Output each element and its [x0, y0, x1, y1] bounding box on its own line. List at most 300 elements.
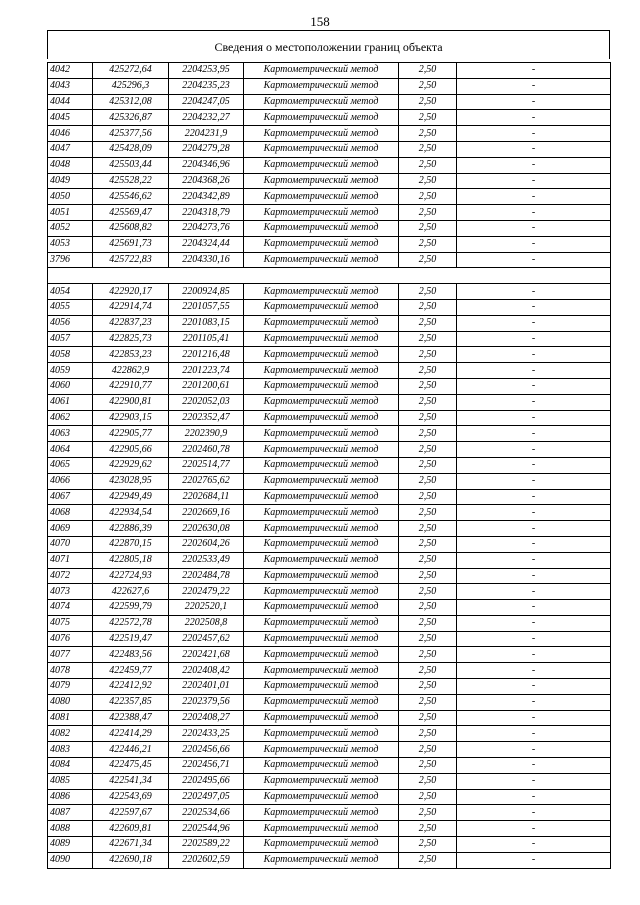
accuracy-cell: 2,50	[399, 805, 457, 821]
table-row	[48, 821, 611, 837]
determination-method-cell: Картометрический метод	[244, 236, 399, 252]
coord-y-cell: 2202457,62	[169, 631, 244, 647]
table-row	[48, 78, 611, 94]
coord-x-cell: 425608,82	[93, 220, 169, 236]
point-number-cell: 4064	[48, 442, 93, 458]
point-description-cell: -	[457, 426, 611, 442]
determination-method-cell: Картометрический метод	[244, 78, 399, 94]
coord-x-cell: 422412,92	[93, 679, 169, 695]
point-number-cell: 4059	[48, 363, 93, 379]
table-row	[48, 426, 611, 442]
coord-y-cell: 2202421,68	[169, 647, 244, 663]
coord-y-cell: 2204273,76	[169, 220, 244, 236]
table-row	[48, 631, 611, 647]
coord-y-cell: 2204324,44	[169, 236, 244, 252]
table-row	[48, 568, 611, 584]
coord-x-cell: 422599,79	[93, 600, 169, 616]
determination-method-cell: Картометрический метод	[244, 852, 399, 868]
determination-method-cell: Картометрический метод	[244, 536, 399, 552]
coord-y-cell: 2202533,49	[169, 552, 244, 568]
coord-x-cell: 422671,34	[93, 837, 169, 853]
coord-y-cell: 2201223,74	[169, 363, 244, 379]
point-number-cell: 4086	[48, 789, 93, 805]
coord-y-cell: 2204318,79	[169, 205, 244, 221]
determination-method-cell: Картометрический метод	[244, 220, 399, 236]
point-number-cell: 4083	[48, 742, 93, 758]
point-description-cell: -	[457, 821, 611, 837]
coordinates-table-body	[48, 63, 611, 869]
point-description-cell: -	[457, 347, 611, 363]
point-number-cell: 4081	[48, 710, 93, 726]
point-number-cell: 4060	[48, 378, 93, 394]
coord-x-cell: 425428,09	[93, 141, 169, 157]
table-row	[48, 615, 611, 631]
point-number-cell: 4085	[48, 773, 93, 789]
determination-method-cell: Картометрический метод	[244, 315, 399, 331]
point-description-cell: -	[457, 94, 611, 110]
determination-method-cell: Картометрический метод	[244, 252, 399, 268]
determination-method-cell: Картометрический метод	[244, 568, 399, 584]
coord-x-cell: 425377,56	[93, 126, 169, 142]
coord-y-cell: 2202534,66	[169, 805, 244, 821]
coord-y-cell: 2204330,16	[169, 252, 244, 268]
accuracy-cell: 2,50	[399, 442, 457, 458]
coord-x-cell: 423028,95	[93, 473, 169, 489]
point-description-cell: -	[457, 805, 611, 821]
accuracy-cell: 2,50	[399, 489, 457, 505]
coord-y-cell: 2204232,27	[169, 110, 244, 126]
point-number-cell: 4074	[48, 600, 93, 616]
coord-y-cell: 2204279,28	[169, 141, 244, 157]
coord-y-cell: 2202508,8	[169, 615, 244, 631]
coord-x-cell: 422724,93	[93, 568, 169, 584]
determination-method-cell: Картометрический метод	[244, 363, 399, 379]
accuracy-cell: 2,50	[399, 363, 457, 379]
table-row	[48, 805, 611, 821]
point-number-cell: 4050	[48, 189, 93, 205]
determination-method-cell: Картометрический метод	[244, 821, 399, 837]
determination-method-cell: Картометрический метод	[244, 457, 399, 473]
accuracy-cell: 2,50	[399, 126, 457, 142]
table-row	[48, 773, 611, 789]
accuracy-cell: 2,50	[399, 110, 457, 126]
point-description-cell: -	[457, 663, 611, 679]
determination-method-cell: Картометрический метод	[244, 442, 399, 458]
coord-x-cell: 422910,77	[93, 378, 169, 394]
table-row	[48, 600, 611, 616]
accuracy-cell: 2,50	[399, 821, 457, 837]
point-number-cell: 4055	[48, 299, 93, 315]
table-row	[48, 457, 611, 473]
table-row	[48, 442, 611, 458]
point-number-cell: 4048	[48, 157, 93, 173]
table-row	[48, 789, 611, 805]
table-row	[48, 410, 611, 426]
coord-y-cell: 2201105,41	[169, 331, 244, 347]
accuracy-cell: 2,50	[399, 536, 457, 552]
accuracy-cell: 2,50	[399, 521, 457, 537]
accuracy-cell: 2,50	[399, 631, 457, 647]
coord-y-cell: 2202052,03	[169, 394, 244, 410]
accuracy-cell: 2,50	[399, 78, 457, 94]
coord-y-cell: 2202379,56	[169, 694, 244, 710]
determination-method-cell: Картометрический метод	[244, 758, 399, 774]
coord-y-cell: 2202456,71	[169, 758, 244, 774]
determination-method-cell: Картометрический метод	[244, 647, 399, 663]
accuracy-cell: 2,50	[399, 679, 457, 695]
determination-method-cell: Картометрический метод	[244, 284, 399, 300]
determination-method-cell: Картометрический метод	[244, 710, 399, 726]
point-description-cell: -	[457, 521, 611, 537]
table-row	[48, 536, 611, 552]
determination-method-cell: Картометрический метод	[244, 694, 399, 710]
coord-y-cell: 2201200,61	[169, 378, 244, 394]
table-row	[48, 157, 611, 173]
coord-y-cell: 2202630,08	[169, 521, 244, 537]
accuracy-cell: 2,50	[399, 505, 457, 521]
coord-y-cell: 2204235,23	[169, 78, 244, 94]
point-description-cell: -	[457, 126, 611, 142]
determination-method-cell: Картометрический метод	[244, 157, 399, 173]
point-description-cell: -	[457, 284, 611, 300]
coord-x-cell: 422805,18	[93, 552, 169, 568]
coord-x-cell: 422388,47	[93, 710, 169, 726]
point-number-cell: 4054	[48, 284, 93, 300]
point-description-cell: -	[457, 505, 611, 521]
coord-x-cell: 422519,47	[93, 631, 169, 647]
coord-x-cell: 422609,81	[93, 821, 169, 837]
point-number-cell: 4070	[48, 536, 93, 552]
table-row	[48, 473, 611, 489]
point-number-cell: 4071	[48, 552, 93, 568]
coord-y-cell: 2201057,55	[169, 299, 244, 315]
coord-x-cell: 425503,44	[93, 157, 169, 173]
point-description-cell: -	[457, 220, 611, 236]
accuracy-cell: 2,50	[399, 426, 457, 442]
table-row	[48, 710, 611, 726]
accuracy-cell: 2,50	[399, 410, 457, 426]
determination-method-cell: Картометрический метод	[244, 489, 399, 505]
accuracy-cell: 2,50	[399, 789, 457, 805]
table-row	[48, 63, 611, 79]
accuracy-cell: 2,50	[399, 758, 457, 774]
table-row	[48, 378, 611, 394]
point-number-cell: 4045	[48, 110, 93, 126]
table-row	[48, 584, 611, 600]
accuracy-cell: 2,50	[399, 205, 457, 221]
table-row	[48, 758, 611, 774]
coord-y-cell: 2204231,9	[169, 126, 244, 142]
table-row	[48, 679, 611, 695]
determination-method-cell: Картометрический метод	[244, 189, 399, 205]
coord-x-cell: 422900,81	[93, 394, 169, 410]
table-row	[48, 220, 611, 236]
table-row	[48, 284, 611, 300]
point-number-cell: 4061	[48, 394, 93, 410]
coord-x-cell: 422572,78	[93, 615, 169, 631]
determination-method-cell: Картометрический метод	[244, 141, 399, 157]
coord-y-cell: 2202520,1	[169, 600, 244, 616]
coord-x-cell: 422446,21	[93, 742, 169, 758]
coord-x-cell: 422886,39	[93, 521, 169, 537]
determination-method-cell: Картометрический метод	[244, 584, 399, 600]
point-description-cell: -	[457, 442, 611, 458]
coord-y-cell: 2202408,27	[169, 710, 244, 726]
point-number-cell: 4067	[48, 489, 93, 505]
accuracy-cell: 2,50	[399, 220, 457, 236]
accuracy-cell: 2,50	[399, 773, 457, 789]
table-row	[48, 742, 611, 758]
coord-x-cell: 422914,74	[93, 299, 169, 315]
coord-y-cell: 2202514,77	[169, 457, 244, 473]
accuracy-cell: 2,50	[399, 473, 457, 489]
determination-method-cell: Картометрический метод	[244, 789, 399, 805]
coord-x-cell: 425296,3	[93, 78, 169, 94]
point-description-cell: -	[457, 299, 611, 315]
coord-x-cell: 422837,23	[93, 315, 169, 331]
group-separator-row	[48, 268, 611, 284]
coord-x-cell: 422627,6	[93, 584, 169, 600]
accuracy-cell: 2,50	[399, 742, 457, 758]
coord-x-cell: 422862,9	[93, 363, 169, 379]
table-row	[48, 347, 611, 363]
point-description-cell: -	[457, 378, 611, 394]
coord-y-cell: 2202495,66	[169, 773, 244, 789]
point-number-cell: 4066	[48, 473, 93, 489]
coord-x-cell: 425326,87	[93, 110, 169, 126]
determination-method-cell: Картометрический метод	[244, 742, 399, 758]
point-number-cell: 4068	[48, 505, 93, 521]
determination-method-cell: Картометрический метод	[244, 726, 399, 742]
point-description-cell: -	[457, 536, 611, 552]
coord-x-cell: 425528,22	[93, 173, 169, 189]
coord-y-cell: 2202352,47	[169, 410, 244, 426]
coord-x-cell: 422475,45	[93, 758, 169, 774]
point-description-cell: -	[457, 773, 611, 789]
coord-y-cell: 2202544,96	[169, 821, 244, 837]
accuracy-cell: 2,50	[399, 299, 457, 315]
point-description-cell: -	[457, 157, 611, 173]
coord-y-cell: 2201083,15	[169, 315, 244, 331]
point-description-cell: -	[457, 726, 611, 742]
point-description-cell: -	[457, 457, 611, 473]
point-number-cell: 4065	[48, 457, 93, 473]
coord-x-cell: 422357,85	[93, 694, 169, 710]
accuracy-cell: 2,50	[399, 189, 457, 205]
point-description-cell: -	[457, 205, 611, 221]
table-row	[48, 236, 611, 252]
point-number-cell: 4051	[48, 205, 93, 221]
point-description-cell: -	[457, 78, 611, 94]
coord-y-cell: 2204368,26	[169, 173, 244, 189]
determination-method-cell: Картометрический метод	[244, 126, 399, 142]
coord-x-cell: 422920,17	[93, 284, 169, 300]
coord-x-cell: 425272,64	[93, 63, 169, 79]
accuracy-cell: 2,50	[399, 378, 457, 394]
point-number-cell: 4069	[48, 521, 93, 537]
table-row	[48, 141, 611, 157]
point-number-cell: 4090	[48, 852, 93, 868]
accuracy-cell: 2,50	[399, 457, 457, 473]
accuracy-cell: 2,50	[399, 141, 457, 157]
determination-method-cell: Картометрический метод	[244, 663, 399, 679]
determination-method-cell: Картометрический метод	[244, 600, 399, 616]
point-description-cell: -	[457, 837, 611, 853]
coord-y-cell: 2202433,25	[169, 726, 244, 742]
coord-x-cell: 425691,73	[93, 236, 169, 252]
point-description-cell: -	[457, 852, 611, 868]
accuracy-cell: 2,50	[399, 837, 457, 853]
coord-y-cell: 2202456,66	[169, 742, 244, 758]
coord-y-cell: 2202604,26	[169, 536, 244, 552]
point-number-cell: 4079	[48, 679, 93, 695]
point-number-cell: 4049	[48, 173, 93, 189]
point-number-cell: 4073	[48, 584, 93, 600]
page-number: 158	[310, 14, 330, 29]
accuracy-cell: 2,50	[399, 394, 457, 410]
determination-method-cell: Картометрический метод	[244, 394, 399, 410]
accuracy-cell: 2,50	[399, 157, 457, 173]
coord-x-cell: 425312,08	[93, 94, 169, 110]
coord-x-cell: 422853,23	[93, 347, 169, 363]
coord-x-cell: 422543,69	[93, 789, 169, 805]
determination-method-cell: Картометрический метод	[244, 473, 399, 489]
accuracy-cell: 2,50	[399, 726, 457, 742]
table-row	[48, 110, 611, 126]
table-row	[48, 694, 611, 710]
point-number-cell: 4057	[48, 331, 93, 347]
determination-method-cell: Картометрический метод	[244, 426, 399, 442]
point-description-cell: -	[457, 410, 611, 426]
table-row	[48, 552, 611, 568]
coordinates-table	[47, 62, 611, 869]
accuracy-cell: 2,50	[399, 552, 457, 568]
point-number-cell: 4076	[48, 631, 93, 647]
coord-y-cell: 2202684,11	[169, 489, 244, 505]
coord-x-cell: 422934,54	[93, 505, 169, 521]
determination-method-cell: Картометрический метод	[244, 173, 399, 189]
point-number-cell: 4044	[48, 94, 93, 110]
point-description-cell: -	[457, 742, 611, 758]
determination-method-cell: Картометрический метод	[244, 347, 399, 363]
determination-method-cell: Картометрический метод	[244, 410, 399, 426]
table-row	[48, 252, 611, 268]
coord-y-cell: 2204247,05	[169, 94, 244, 110]
coord-x-cell: 422870,15	[93, 536, 169, 552]
point-description-cell: -	[457, 679, 611, 695]
coord-y-cell: 2200924,85	[169, 284, 244, 300]
determination-method-cell: Картометрический метод	[244, 773, 399, 789]
point-description-cell: -	[457, 63, 611, 79]
table-row	[48, 647, 611, 663]
accuracy-cell: 2,50	[399, 63, 457, 79]
point-description-cell: -	[457, 694, 611, 710]
point-number-cell: 4084	[48, 758, 93, 774]
table-row	[48, 315, 611, 331]
point-number-cell: 4080	[48, 694, 93, 710]
coord-x-cell: 422541,34	[93, 773, 169, 789]
point-number-cell: 4082	[48, 726, 93, 742]
coord-x-cell: 422825,73	[93, 331, 169, 347]
coord-x-cell: 422483,56	[93, 647, 169, 663]
point-number-cell: 4087	[48, 805, 93, 821]
point-description-cell: -	[457, 394, 611, 410]
point-description-cell: -	[457, 584, 611, 600]
point-description-cell: -	[457, 615, 611, 631]
table-row	[48, 505, 611, 521]
point-number-cell: 4042	[48, 63, 93, 79]
accuracy-cell: 2,50	[399, 663, 457, 679]
table-row	[48, 489, 611, 505]
point-description-cell: -	[457, 758, 611, 774]
accuracy-cell: 2,50	[399, 315, 457, 331]
coord-y-cell: 2202602,59	[169, 852, 244, 868]
coord-y-cell: 2204342,89	[169, 189, 244, 205]
point-description-cell: -	[457, 173, 611, 189]
coord-y-cell: 2202390,9	[169, 426, 244, 442]
coord-y-cell: 2202497,05	[169, 789, 244, 805]
table-row	[48, 173, 611, 189]
table-row	[48, 852, 611, 868]
point-number-cell: 4047	[48, 141, 93, 157]
point-number-cell: 4072	[48, 568, 93, 584]
point-number-cell: 4075	[48, 615, 93, 631]
point-number-cell: 4053	[48, 236, 93, 252]
point-description-cell: -	[457, 710, 611, 726]
point-number-cell: 4077	[48, 647, 93, 663]
determination-method-cell: Картометрический метод	[244, 552, 399, 568]
point-description-cell: -	[457, 600, 611, 616]
coord-y-cell: 2202408,42	[169, 663, 244, 679]
point-number-cell: 4063	[48, 426, 93, 442]
accuracy-cell: 2,50	[399, 568, 457, 584]
table-row	[48, 363, 611, 379]
coord-y-cell: 2202484,78	[169, 568, 244, 584]
point-description-cell: -	[457, 252, 611, 268]
coord-x-cell: 422903,15	[93, 410, 169, 426]
coord-x-cell: 422929,62	[93, 457, 169, 473]
point-number-cell: 4046	[48, 126, 93, 142]
coord-y-cell: 2202765,62	[169, 473, 244, 489]
table-row	[48, 837, 611, 853]
table-row	[48, 521, 611, 537]
accuracy-cell: 2,50	[399, 852, 457, 868]
determination-method-cell: Картометрический метод	[244, 615, 399, 631]
table-row	[48, 205, 611, 221]
determination-method-cell: Картометрический метод	[244, 299, 399, 315]
coord-y-cell: 2202669,16	[169, 505, 244, 521]
determination-method-cell: Картометрический метод	[244, 205, 399, 221]
table-row	[48, 94, 611, 110]
point-description-cell: -	[457, 363, 611, 379]
table-row	[48, 189, 611, 205]
coord-x-cell: 422905,77	[93, 426, 169, 442]
point-number-cell: 4058	[48, 347, 93, 363]
coord-x-cell: 422905,66	[93, 442, 169, 458]
coord-x-cell: 422597,67	[93, 805, 169, 821]
determination-method-cell: Картометрический метод	[244, 331, 399, 347]
table-row	[48, 726, 611, 742]
determination-method-cell: Картометрический метод	[244, 378, 399, 394]
point-number-cell: 4062	[48, 410, 93, 426]
coord-y-cell: 2204346,96	[169, 157, 244, 173]
coord-x-cell: 425546,62	[93, 189, 169, 205]
coord-x-cell: 422949,49	[93, 489, 169, 505]
coord-y-cell: 2201216,48	[169, 347, 244, 363]
point-description-cell: -	[457, 189, 611, 205]
section-header-frame	[47, 30, 610, 59]
accuracy-cell: 2,50	[399, 600, 457, 616]
